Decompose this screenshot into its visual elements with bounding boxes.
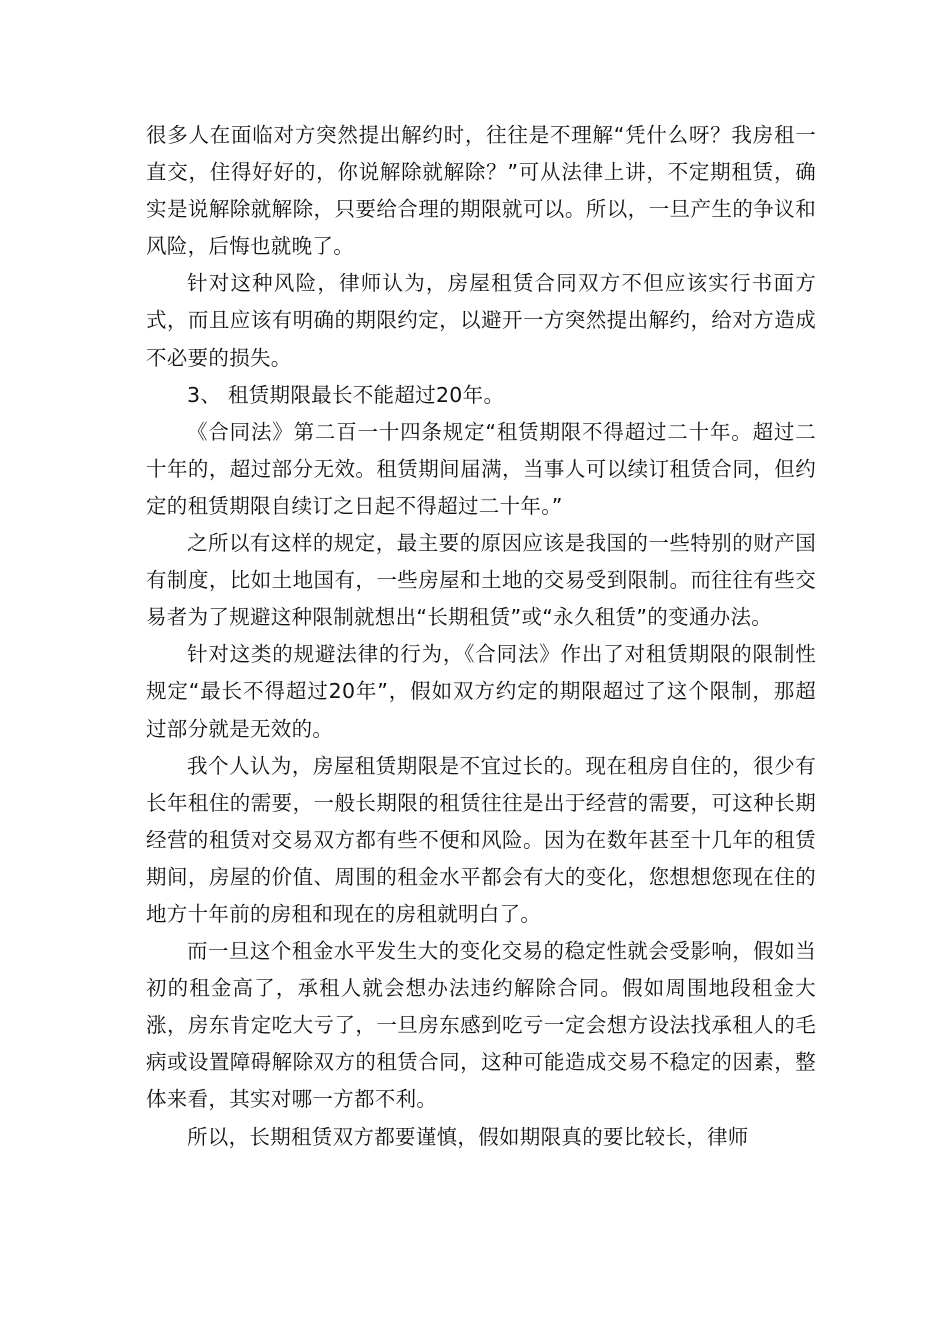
paragraph-5: 之所以有这样的规定，最主要的原因应该是我国的一些特别的财产国有制度，比如土地国有，一些房屋和土地的交易受到限制。而往往有些交易者为了规避这种限制就想出“长期租赁”或“永久租赁”的变通办法。 xyxy=(146,531,816,630)
paragraph-4: 《合同法》第二百一十四条规定“租赁期限不得超过二十年。超过二十年的，超过部分无效。租赁期间届满，当事人可以续订租赁合同，但约定的租赁期限自续订之日起不得超过二十年。” xyxy=(146,419,816,518)
paragraph-8: 而一旦这个租金水平发生大的变化交易的稳定性就会受影响，假如当初的租金高了，承租人就会想办法违约解除合同。假如周围地段租金大涨，房东肯定吃大亏了，一旦房东感到吃亏一定会想方设法找承租人的毛病或设置障碍解除双方的租赁合同，这种可能造成交易不稳定的因素，整体来看，其实对哪一方都不利。 xyxy=(146,939,816,1112)
paragraph-7: 我个人认为，房屋租赁期限是不宜过长的。现在租房自住的，很少有长年租住的需要，一般长期限的租赁往往是出于经营的需要，可这种长期经营的租赁对交易双方都有些不便和风险。因为在数年甚至十几年的租赁期间，房屋的价值、周围的租金水平都会有大的变化，您想想您现在住的地方十年前的房租和现在的房租就明白了。 xyxy=(146,753,816,926)
section-heading-3: 3、 租赁期限最长不能超过20年。 xyxy=(187,382,505,407)
paragraph-1: 很多人在面临对方突然提出解约时，往往是不理解“凭什么呀？我房租一直交，住得好好的，你说解除就解除？”可从法律上讲，不定期租赁，确实是说解除就解除，只要给合理的期限就可以。所以，一旦产生的争议和风险，后悔也就晚了。 xyxy=(146,123,816,259)
paragraph-2: 针对这种风险，律师认为，房屋租赁合同双方不但应该实行书面方式，而且应该有明确的期限约定，以避开一方突然提出解约，给对方造成不必要的损失。 xyxy=(146,271,816,370)
document-body xyxy=(146,117,816,1156)
paragraph-6: 针对这类的规避法律的行为，《合同法》作出了对租赁期限的限制性规定“最长不得超过20年”，假如双方约定的期限超过了这个限制，那超过部分就是无效的。 xyxy=(146,642,816,741)
paragraph-9: 所以，长期租赁双方都要谨慎，假如期限真的要比较长，律师 xyxy=(187,1124,749,1149)
